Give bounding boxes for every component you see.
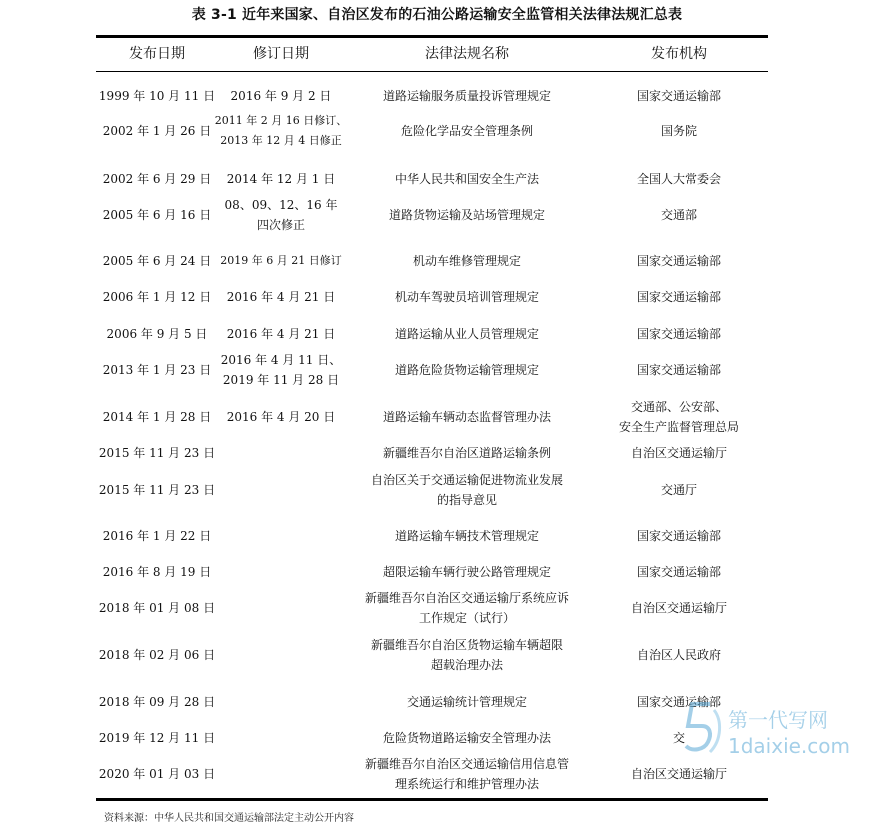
table-header-rule [96,71,768,72]
publish-date-cell [96,645,218,665]
issuing-agency-cell [590,251,768,271]
issuing-agency-cell-line: 国家交通运输部 [636,363,721,377]
regulation-name-cell-line: 道路货物运输及站场管理规定 [388,208,545,222]
table-bottom-rule [96,798,768,801]
regulation-name-cell [344,754,590,794]
revision-date-cell [214,111,348,151]
issuing-agency-cell [590,598,768,618]
publish-date-cell [96,205,218,225]
regulation-name-cell-line: 道路运输车辆技术管理规定 [394,529,539,543]
publish-date-cell [96,728,218,748]
publish-date-cell-line: 1999 年 10 月 11 日 [98,89,216,103]
table-top-rule [96,35,768,38]
publish-date-cell-line: 2006 年 9 月 5 日 [106,327,208,341]
publish-date-cell-line: 2020 年 01 月 03 日 [98,767,216,781]
revision-date-cell-line: 2011 年 2 月 16 日修订、 [214,114,348,127]
regulation-name-cell-line: 自治区关于交通运输促进物流业发展 [370,473,563,487]
regulation-name-cell-line: 中华人民共和国安全生产法 [394,172,539,186]
regulation-name-cell [344,324,590,344]
publish-date-cell [96,251,218,271]
regulation-name-cell-line: 超载治理办法 [430,658,503,672]
issuing-agency-cell-line: 交通部 [660,208,697,222]
revision-date-cell [218,407,344,427]
source-note: 资料来源：中华人民共和国交通运输部法定主动公开内容 [104,813,354,824]
revision-date-cell-line: 2016 年 9 月 2 日 [230,89,332,103]
publish-date-cell-line: 2006 年 1 月 12 日 [102,290,212,304]
header-regulation-name: 法律法规名称 [425,46,509,62]
issuing-agency-cell-line: 自治区人民政府 [636,648,721,662]
issuing-agency-cell-line: 自治区交通运输厅 [630,767,727,781]
issuing-agency-cell [590,443,768,463]
publish-date-cell [96,121,218,141]
publish-date-cell-line: 2014 年 1 月 28 日 [102,410,212,424]
regulation-name-cell [344,562,590,582]
watermark-text-url: 1daixie.com [728,734,851,758]
regulation-name-cell [344,360,590,380]
revision-date-cell-line: 2019 年 11 月 28 日 [222,373,340,387]
header-revision-date: 修订日期 [253,46,309,62]
regulation-name-cell [344,169,590,189]
publish-date-cell [96,169,218,189]
publish-date-cell [96,443,218,463]
regulation-name-cell [344,635,590,675]
issuing-agency-cell-line: 国家交通运输部 [636,290,721,304]
regulation-name-cell [344,526,590,546]
issuing-agency-cell-line: 全国人大常委会 [636,172,721,186]
publish-date-cell [96,86,218,106]
regulation-name-cell-line: 的指导意见 [436,493,497,507]
publish-date-cell-line: 2018 年 01 月 08 日 [98,601,216,615]
publish-date-cell-line: 2015 年 11 月 23 日 [98,483,216,497]
watermark-logo-icon [680,700,726,758]
issuing-agency-cell [590,562,768,582]
issuing-agency-cell-line: 安全生产监督管理总局 [618,420,739,434]
revision-date-cell [218,86,344,106]
issuing-agency-cell-line: 国家交通运输部 [636,565,721,579]
table-caption: 表 3-1 近年来国家、自治区发布的石油公路运输安全监管相关法律法规汇总表 [191,7,683,23]
regulation-name-cell [344,588,590,628]
issuing-agency-cell [590,526,768,546]
publish-date-cell-line: 2019 年 12 月 11 日 [98,731,216,745]
regulation-name-cell-line: 道路运输车辆动态监督管理办法 [382,410,551,424]
regulation-name-cell-line: 工作规定（试行） [418,611,515,625]
issuing-agency-cell [590,324,768,344]
regulation-name-cell-line: 新疆维吾尔自治区交通运输信用信息管 [364,757,569,771]
regulation-name-cell [344,86,590,106]
publish-date-cell-line: 2015 年 11 月 23 日 [98,446,216,460]
revision-date-cell-line: 2019 年 6 月 21 日修订 [220,254,342,267]
issuing-agency-cell [590,480,768,500]
publish-date-cell [96,692,218,712]
revision-date-cell [218,169,344,189]
publish-date-cell [96,324,218,344]
issuing-agency-cell-line: 自治区交通运输厅 [630,446,727,460]
regulation-name-cell-line: 新疆维吾尔自治区交通运输厅系统应诉 [364,591,569,605]
publish-date-cell-line: 2005 年 6 月 24 日 [102,254,212,268]
regulation-name-cell-line: 新疆维吾尔自治区道路运输条例 [382,446,551,460]
issuing-agency-cell-line: 自治区交通运输厅 [630,601,727,615]
revision-date-cell-line: 08、09、12、16 年 [224,198,338,212]
regulation-name-cell [344,121,590,141]
watermark-text-cn: 第一代写网 [728,708,828,732]
issuing-agency-cell-line: 国家交通运输部 [636,529,721,543]
revision-date-cell-line: 2016 年 4 月 21 日 [226,327,336,341]
issuing-agency-cell-line: 交通部、公安部、 [630,400,727,414]
issuing-agency-cell [590,86,768,106]
issuing-agency-cell-line: 交通厅 [660,483,697,497]
publish-date-cell-line: 2016 年 1 月 22 日 [102,529,212,543]
issuing-agency-cell-line: 国家交通运输部 [636,89,721,103]
regulation-name-cell-line: 机动车驾驶员培训管理规定 [394,290,539,304]
revision-date-cell-line: 2013 年 12 月 4 日修正 [220,134,342,147]
issuing-agency-cell-line: 国家交通运输部 [636,695,721,709]
regulation-name-cell-line: 道路运输服务质量投诉管理规定 [382,89,551,103]
regulation-name-cell-line: 危险化学品安全管理条例 [400,124,533,138]
publish-date-cell [96,562,218,582]
regulation-name-cell [344,443,590,463]
regulation-name-cell [344,407,590,427]
issuing-agency-cell [590,645,768,665]
regulation-name-cell [344,251,590,271]
regulation-name-cell-line: 机动车维修管理规定 [412,254,521,268]
issuing-agency-cell-line: 国家交通运输部 [636,254,721,268]
revision-date-cell [218,251,344,271]
publish-date-cell [96,526,218,546]
revision-date-cell [218,287,344,307]
publish-date-cell-line: 2013 年 1 月 23 日 [102,363,212,377]
revision-date-cell [218,195,344,235]
regulation-name-cell-line: 新疆维吾尔自治区货物运输车辆超限 [370,638,563,652]
regulation-name-cell [344,692,590,712]
issuing-agency-cell-line: 国务院 [660,124,697,138]
issuing-agency-cell [590,169,768,189]
publish-date-cell [96,407,218,427]
regulation-name-cell [344,205,590,225]
header-publish-date: 发布日期 [129,46,185,62]
issuing-agency-cell-line: 国家交通运输部 [636,327,721,341]
regulation-name-cell-line: 理系统运行和维护管理办法 [394,777,539,791]
publish-date-cell-line: 2018 年 09 月 28 日 [98,695,216,709]
issuing-agency-cell [590,397,768,437]
publish-date-cell-line: 2016 年 8 月 19 日 [102,565,212,579]
revision-date-cell-line: 2016 年 4 月 21 日 [226,290,336,304]
regulation-name-cell [344,470,590,510]
revision-date-cell-line: 四次修正 [256,218,305,232]
regulation-name-cell-line: 超限运输车辆行驶公路管理规定 [382,565,551,579]
issuing-agency-cell-line: 交 [672,731,685,745]
publish-date-cell [96,764,218,784]
regulation-name-cell-line: 交通运输统计管理规定 [406,695,527,709]
issuing-agency-cell [590,287,768,307]
regulation-name-cell-line: 道路运输从业人员管理规定 [394,327,539,341]
revision-date-cell [218,350,344,390]
publish-date-cell-line: 2005 年 6 月 16 日 [102,208,212,222]
issuing-agency-cell [590,764,768,784]
regulation-name-cell [344,287,590,307]
revision-date-cell-line: 2016 年 4 月 20 日 [226,410,336,424]
publish-date-cell [96,598,218,618]
header-issuing-agency: 发布机构 [651,46,707,62]
regulation-name-cell [344,728,590,748]
watermark [680,700,870,760]
issuing-agency-cell [590,360,768,380]
revision-date-cell [218,324,344,344]
publish-date-cell [96,360,218,380]
publish-date-cell-line: 2002 年 6 月 29 日 [102,172,212,186]
issuing-agency-cell [590,205,768,225]
publish-date-cell [96,480,218,500]
publish-date-cell-line: 2002 年 1 月 26 日 [102,124,212,138]
revision-date-cell-line: 2014 年 12 月 1 日 [226,172,336,186]
regulation-name-cell-line: 危险货物道路运输安全管理办法 [382,731,551,745]
revision-date-cell-line: 2016 年 4 月 11 日、 [220,353,342,367]
issuing-agency-cell [590,121,768,141]
publish-date-cell-line: 2018 年 02 月 06 日 [98,648,216,662]
publish-date-cell [96,287,218,307]
regulation-name-cell-line: 道路危险货物运输管理规定 [394,363,539,377]
